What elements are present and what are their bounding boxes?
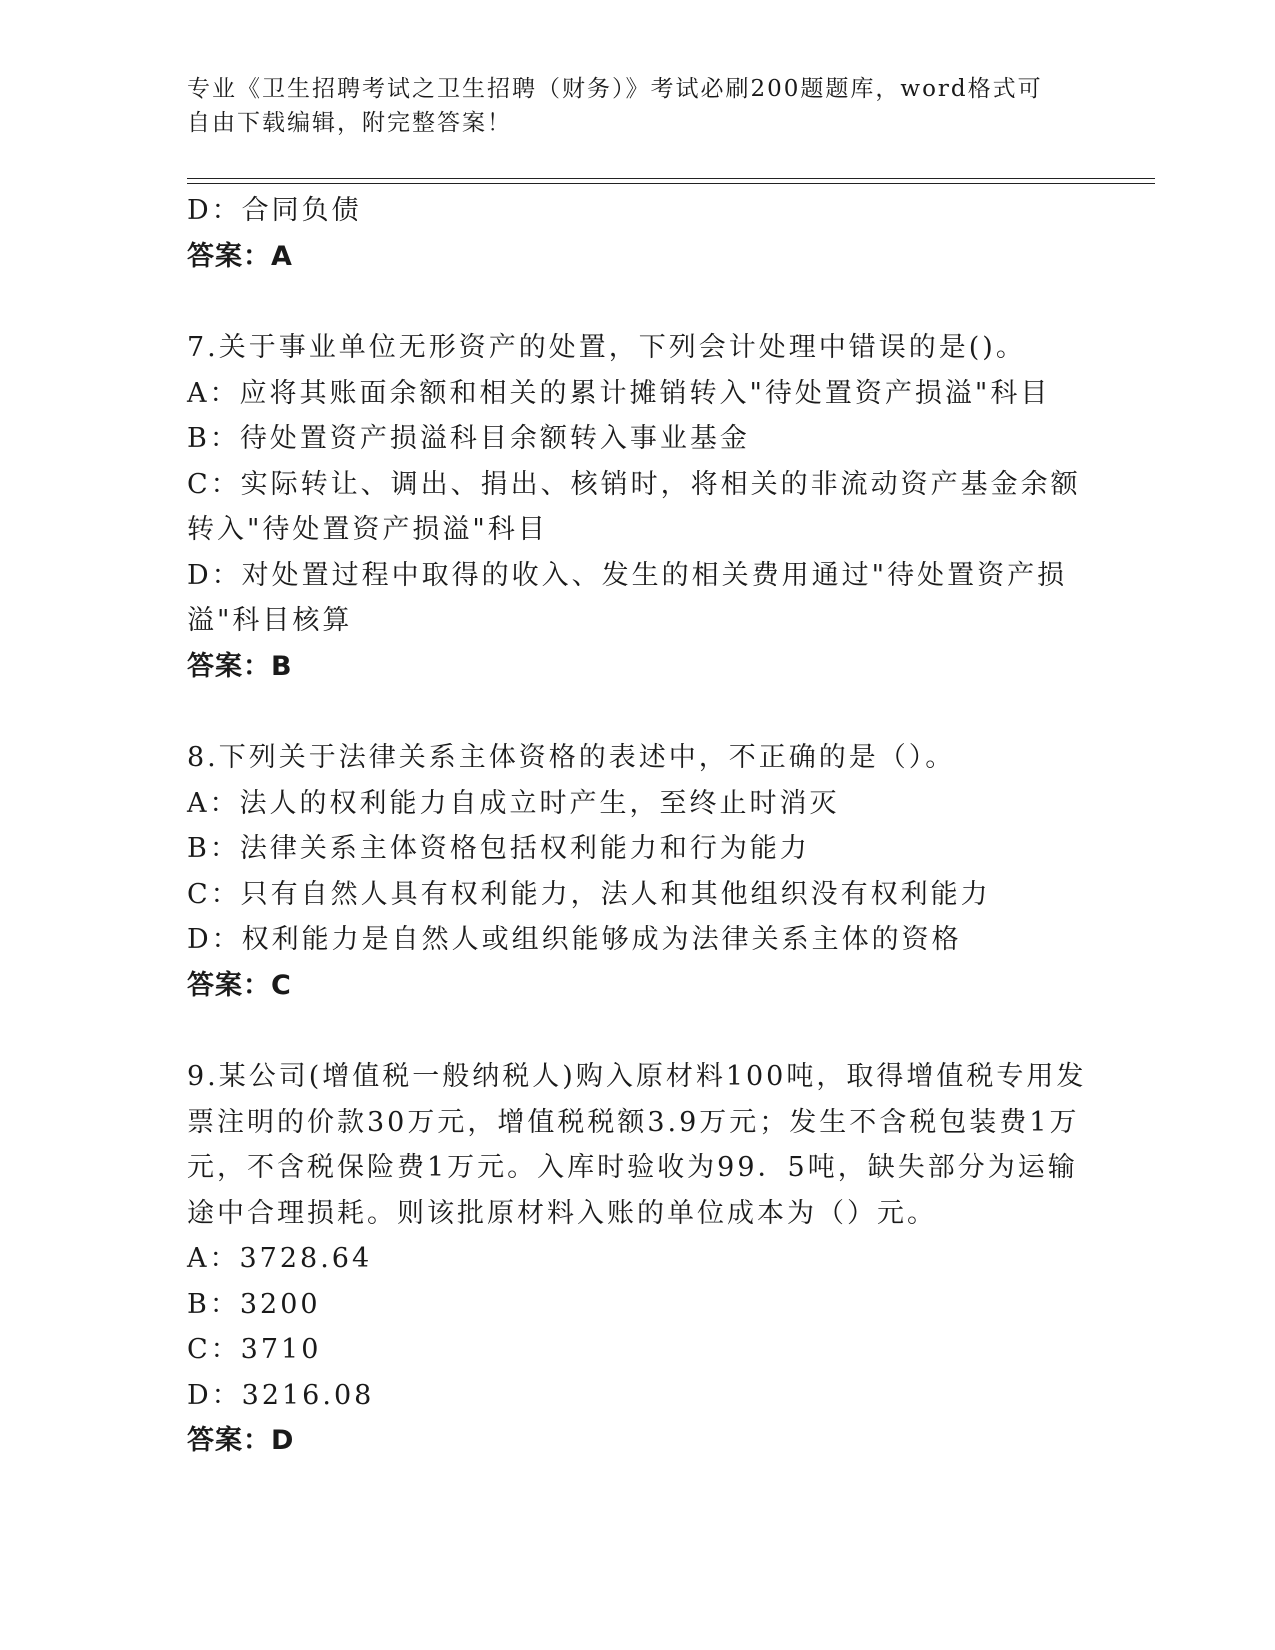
answer-label: 答案：D — [187, 1425, 295, 1456]
question-7 — [187, 325, 1087, 689]
option-d: D：合同负债 — [187, 195, 362, 226]
document-body — [187, 188, 1087, 1464]
header-divider — [187, 178, 1155, 184]
option-b: B：待处置资产损溢科目余额转入事业基金 — [187, 423, 750, 454]
answer-label: 答案：A — [187, 240, 293, 272]
option-d: D：权利能力是自然人或组织能够成为法律关系主体的资格 — [187, 924, 962, 955]
question-stem: 8.下列关于法律关系主体资格的表述中，不正确的是（）。 — [187, 742, 956, 773]
question-9 — [187, 1054, 1087, 1464]
option-c: C：实际转让、调出、捐出、核销时，将相关的非流动资产基金余额转入"待处置资产损溢"科目 — [187, 468, 1081, 545]
document-header: 专业《卫生招聘考试之卫生招聘（财务）》考试必刷200题题库，word格式可自由下载编辑，附完整答案！ — [187, 76, 1043, 136]
option-b: B：3200 — [187, 1288, 321, 1320]
option-a: A：法人的权利能力自成立时产生，至终止时消灭 — [187, 787, 840, 819]
option-d: D：对处置过程中取得的收入、发生的相关费用通过"待处置资产损溢"科目核算 — [187, 559, 1068, 636]
option-d: D：3216.08 — [187, 1379, 375, 1411]
question-stem: 9.某公司(增值税一般纳税人)购入原材料100吨，取得增值税专用发票注明的价款30万元，增值税税额3.9万元；发生不含税包装费1万元，不含税保险费1万元。入库时验收为99．5吨，缺失部分为运输途中合理损耗。则该批原材料入账的单位成本为（）元。 — [187, 1061, 1087, 1229]
option-a: A：3728.64 — [187, 1243, 373, 1274]
question-8 — [187, 735, 1087, 1008]
question-6-tail — [187, 188, 1087, 279]
option-c: C：3710 — [187, 1334, 322, 1365]
option-c: C：只有自然人具有权利能力，法人和其他组织没有权利能力 — [187, 878, 991, 910]
option-a: A：应将其账面余额和相关的累计摊销转入"待处置资产损溢"科目 — [187, 377, 1051, 409]
option-b: B：法律关系主体资格包括权利能力和行为能力 — [187, 833, 810, 864]
question-stem: 7.关于事业单位无形资产的处置，下列会计处理中错误的是()。 — [187, 332, 1026, 363]
answer-label: 答案：C — [187, 969, 292, 1001]
spacer — [187, 279, 1087, 325]
answer-label: 答案：B — [187, 650, 293, 682]
spacer — [187, 689, 1087, 735]
spacer — [187, 1008, 1087, 1054]
